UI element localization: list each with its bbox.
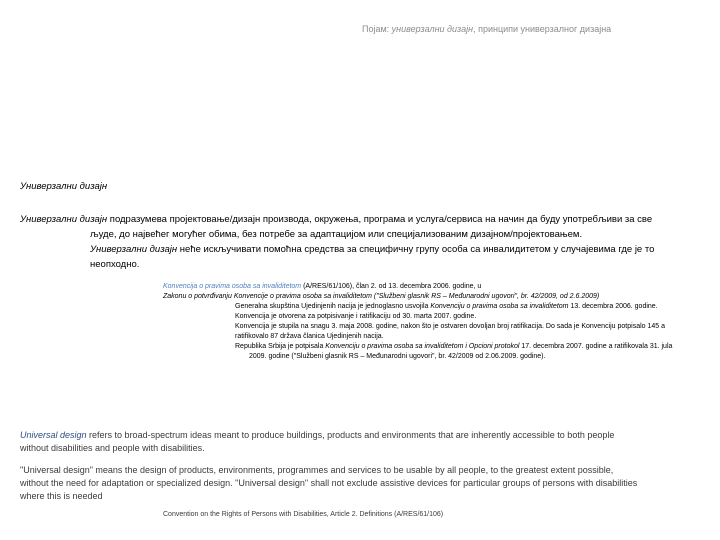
reference-7-b: Konvenciju o pravima osoba sa invaliditetom i Opcioni protokol [325, 343, 520, 350]
reference-5: Konvencija je stupila na snagu 3. maja 2008. godine, nakon što je ostvaren dovoljan broj ratifikacija. Do sada je Konvenciju potpisalo 145 a [235, 323, 665, 330]
definition-term-2: Универзални дизајн [90, 244, 178, 255]
header-topic: универзални дизајн [391, 24, 474, 34]
definition-term: Универзални дизајн [20, 214, 108, 225]
header-rest: , принципи универзалног дизајна [473, 24, 612, 34]
english-para2-line1: "Universal design" means the design of products, environments, programmes and services to be usable by all people, to the greatest extent possible, [20, 465, 614, 475]
definition-line-2: људе, до највећег могућег обима, без потребе за адаптацијом или специјализованим дизајном/пројектовањем. [90, 229, 583, 240]
reference-3 [163, 302, 672, 312]
reference-7-a: Republika Srbija je potpisala [235, 343, 326, 350]
header-prefix: Појам: [362, 24, 392, 34]
convention-link[interactable]: Konvencija o pravima osoba sa invaliditetom [163, 283, 302, 290]
english-term: Universal design [20, 430, 87, 440]
definition-english [20, 429, 715, 512]
definition-text-2: неће искључивати помоћна средства за специфичну групу особа са инвалидитетом у случајевима где је то [177, 244, 655, 255]
reference-1 [163, 282, 672, 292]
reference-8: 2009. godine ("Službeni glasnik RS – Međunarodni ugovori", br. 42/2009 od 2.06.2009. godine). [249, 353, 546, 360]
reference-1-text: (A/RES/61/106), član 2. od 13. decembra 2006. godine, u [301, 283, 482, 290]
reference-3-b: Konvenciju o pravima osoba sa invaliditetom [430, 303, 569, 310]
definition-line-4: неопходно. [90, 259, 140, 270]
english-paragraph-2 [20, 464, 715, 503]
english-para2-line3: where this is needed [20, 491, 103, 501]
definition-serbian [20, 212, 710, 272]
reference-2: Zakonu o potvrđivanju Konvencije o pravima osoba sa invaliditetom ("Službeni glasnik RS – Međunarodni ugovori", br. 42/2009, od 2.6.2009) [163, 293, 600, 300]
english-para2-line2: without the need for adaptation or specialized design. "Universal design" shall not exclude assistive devices for particular groups of persons with disabilities [20, 478, 638, 488]
reference-3-a: Generalna skupština Ujedinjenih nacija je jednoglasno usvojila [235, 303, 431, 310]
references-block [163, 282, 672, 362]
reference-6: ratifikovalo 87 država članica Ujedinjenih nacija. [235, 333, 384, 340]
english-paragraph-1 [20, 429, 715, 455]
reference-7-c: 17. decembra 2007. godine a ratifikovala 31. jula [519, 343, 673, 350]
definition-line-1 [20, 212, 710, 227]
reference-3-c: 13. decembra 2006. godine. [568, 303, 658, 310]
source-citation: Convention on the Rights of Persons with Disabilities, Article 2. Definitions (A/RES/61/106) [163, 511, 444, 518]
reference-4: Konvencija je otvorena za potpisivanje i ratifikaciju od 30. marta 2007. godine. [235, 313, 477, 320]
english-para1-line2: without disabilities and people with disabilities. [20, 443, 205, 453]
page-header [362, 24, 611, 34]
english-para1-text: refers to broad-spectrum ideas meant to produce buildings, products and environments that are inherently accessible to both people [86, 430, 615, 440]
definition-line-3 [20, 242, 710, 257]
reference-7 [163, 342, 672, 352]
section-title: Универзални дизајн [20, 181, 108, 192]
definition-text: подразумева пројектовање/дизајн производа, окружења, програма и услуга/сервиса на начин да буду употребљиви за све [107, 214, 653, 225]
